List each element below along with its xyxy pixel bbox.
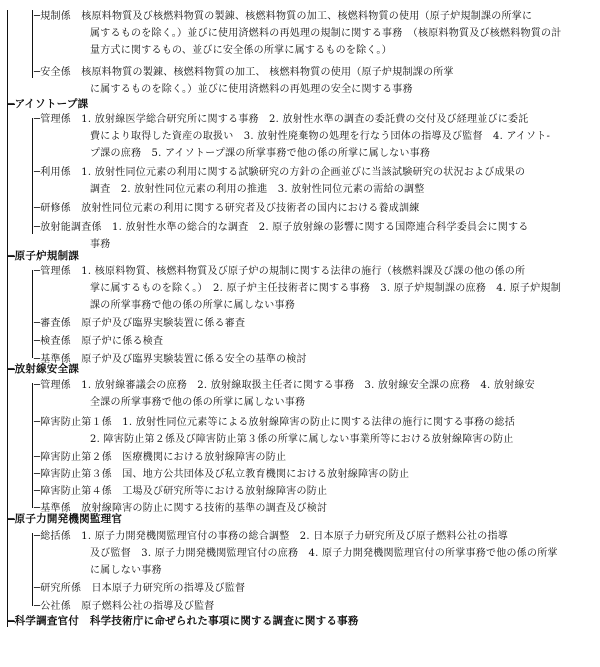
radiation-admin-line-2: 全課の所掌事務で他の係の所掌に属しない事務 — [90, 397, 306, 408]
reactor-admin-line-1: ─管理係 1. 核原料物質、核燃料物質及び原子炉の規制に関する法律の施行（核燃料課及び課の他の係の所 — [34, 266, 526, 277]
isotope-admin-line-1: ─管理係 1. 放射線医学総合研究所に関する事務 2. 放射性水準の調査の委託費の交付及び経理並びに委託 — [34, 114, 529, 125]
reactor-review-line: ─審査係 原子炉及び臨界実験装置に係る審査 — [34, 318, 246, 329]
section-isotope: ─アイソトープ課 — [8, 98, 89, 110]
reactor-inspection-line: ─検査係 原子炉に係る検査 — [34, 336, 164, 347]
branch-line-isotope — [32, 118, 33, 234]
hazard-prevention-1-line-1: ─障害防止第１係 1. 放射性同位元素等による放射線障害の防止に関する法律の施行に関する事務の総括 — [34, 417, 515, 428]
radiation-admin-line-1: ─管理係 1. 放射線審議会の庶務 2. 放射線取扱主任者に関する事務 3. 放射線安全課の庶務 4. 放射線安 — [34, 380, 535, 391]
branch-line-reactor-regulation — [32, 270, 33, 358]
safety-unit-line-1: ─安全係 核原料物質の製錬、核燃料物質の加工、 核燃料物質の使用（原子炉規制課の所掌 — [34, 67, 454, 78]
isotope-use-line-2: 調査 2. 放射性同位元素の利用の推進 3. 放射性同位元素の需給の調整 — [90, 184, 425, 195]
reactor-admin-line-3: 課の所掌事務で他の係の所掌に属しない事務 — [90, 300, 295, 311]
regulation-unit-line-2: 属するものを除く。）並びに使用済燃料の再処理の規制に関する事務 （核原料物質及び核燃料物質の計 — [90, 28, 562, 39]
institute-unit-line: ─研究所係 日本原子力研究所の指導及び監督 — [34, 583, 246, 594]
isotope-admin-line-3: プ課の庶務 5. アイソトープ課の所掌事務で他の係の所掌に属しない事務 — [90, 148, 431, 159]
regulation-unit-line-3: 量方式に関するもの、並びに安全係の所掌に属するものを除く。） — [90, 45, 392, 56]
isotope-admin-line-2: 費により取得した資産の取扱い 3. 放射性廃棄物の処理を行なう団体の指導及び監督 4. アイソト- — [90, 131, 551, 142]
oversight-general-line-3: に属しない事務 — [90, 565, 162, 576]
hazard-prevention-4-line: ─障害防止第４係 工場及び研究所等における放射線障害の防止 — [34, 486, 328, 497]
hazard-prevention-1-line-2: 2. 障害防止第２係及び障害防止第３係の所掌に属しない事業所等における放射線障害の防止 — [90, 434, 514, 445]
radiation-standards-line: ─基準係 放射線障害の防止に関する技術的基準の調査及び検討 — [34, 503, 328, 514]
branch-line-radiation-safety — [32, 383, 33, 508]
hazard-prevention-3-line: ─障害防止第３係 国、地方公共団体及び私立教育機関における放射線障害の防止 — [34, 469, 410, 480]
safety-unit-line-2: に属するものを除く。）並びに使用済燃料の再処理の安全に関する事務 — [90, 84, 413, 95]
reactor-standards-line: ─基準係 原子炉及び臨界実験装置に係る安全の基準の検討 — [34, 354, 307, 365]
branch-line-development-oversight — [32, 533, 33, 606]
reactor-admin-line-2: 掌に属するものを除く。） 2. 原子炉主任技術者に関する事務 3. 原子炉規制課の庶務 4. 原子炉規制 — [90, 283, 561, 294]
section-radiation-safety: ─放射線安全課 — [8, 363, 80, 375]
isotope-use-line-1: ─利用係 1. 放射性同位元素の利用に関する試験研究の方針の企画並びに当該試験研究の状況および成果の — [34, 167, 526, 178]
section-science-investigator: ─科学調査官付 科学技術庁に命ぜられた事項に関する調査に関する事務 — [8, 615, 359, 627]
oversight-general-line-2: 及び監督 3. 原子力開発機関監理官付の庶務 4. 原子力開発機関監理官付の所掌事務で他の係の所掌 — [90, 548, 558, 559]
isotope-survey-line-2: 事務 — [90, 239, 111, 250]
section-development-oversight: ─原子力開発機関監理官 — [8, 513, 123, 525]
branch-line-nuclear-fuel — [32, 10, 33, 78]
isotope-survey-line-1: ─放射能調査係 1. 放射性水準の総合的な調査 2. 原子放射線の影響に関する国際連合科学委員会に関する — [34, 222, 529, 233]
regulation-unit-line-1: ─規制係 核原料物質及び核燃料物質の製錬、核燃料物質の加工、核燃料物質の使用（原子炉規制課の所掌に — [34, 11, 533, 22]
hazard-prevention-2-line: ─障害防止第２係 医療機関における放射線障害の防止 — [34, 452, 287, 463]
public-corp-unit-line: ─公社係 原子燃料公社の指導及び監督 — [34, 601, 215, 612]
isotope-training-line: ─研修係 放射性同位元素の利用に関する研究者及び技術者の国内における養成訓練 — [34, 203, 420, 214]
oversight-general-line-1: ─総括係 1. 原子力開発機関監理官付の事務の総合調整 2. 日本原子力研究所及び原子燃料公社の指導 — [34, 531, 508, 542]
section-reactor-regulation: ─原子炉規制課 — [8, 250, 80, 262]
